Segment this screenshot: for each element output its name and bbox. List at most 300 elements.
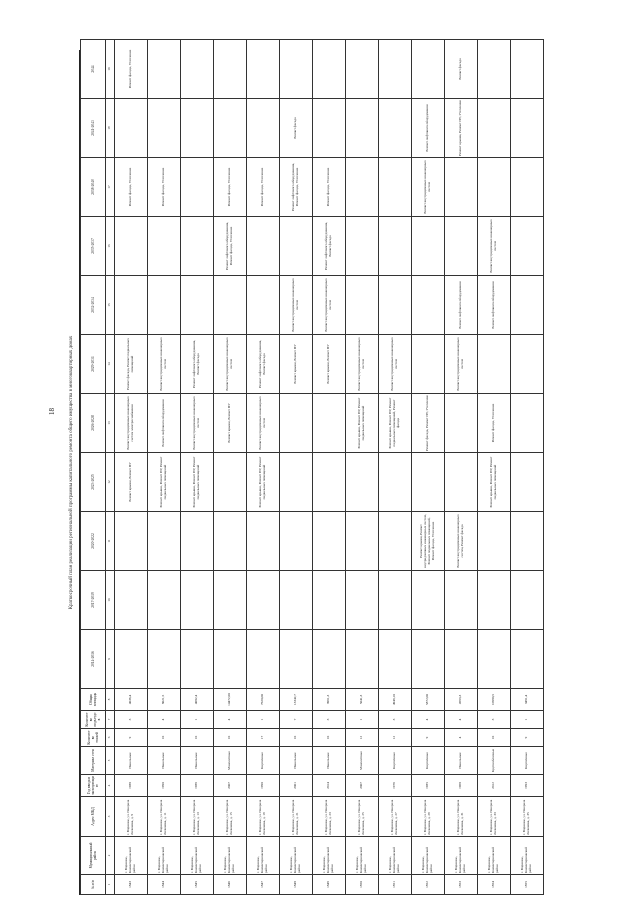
col-district-cell: г. Воронеж, Коминтерновский район xyxy=(379,837,412,875)
col-number-cell: 1855 xyxy=(511,875,544,895)
col-2029-2031-cell xyxy=(511,335,544,394)
col-2026-2028-cell: Ремонт лифтового оборудования xyxy=(148,394,181,453)
table-row xyxy=(379,40,412,895)
col-entrances-cell: 3 xyxy=(379,711,412,729)
col-number-cell: 1844 xyxy=(148,875,181,895)
col-2026-2028-cell xyxy=(280,394,313,453)
col-address-cell: г. Воронеж, ул. Генерала Лизюкова, д. 21 xyxy=(280,797,313,837)
col-2038-2040-cell: Ремонт фасада, Утепление xyxy=(247,158,280,217)
col-entrances-cell: 1 xyxy=(181,711,214,729)
col-2026-2028-cell xyxy=(445,394,478,453)
col-2035-2037-cell xyxy=(280,217,313,276)
col-2023-2025-cell xyxy=(280,453,313,512)
col-area-cell: 4082,4 xyxy=(181,689,214,711)
col-2026-2028-cell: Ремонт внутридомовых инженерных систем xyxy=(181,394,214,453)
col-year-cell: 1993 xyxy=(511,775,544,797)
col-2032-2034-cell xyxy=(247,276,280,335)
col-floors-cell: 12 xyxy=(379,729,412,747)
col-entrances-cell: 3 xyxy=(313,711,346,729)
col-entrances-cell: 3 xyxy=(478,711,511,729)
col-address-cell: г. Воронеж, ул. Генерала Лизюкова, д. 15 xyxy=(214,797,247,837)
col-2014-2016-cell xyxy=(379,630,412,689)
col-district-header: Муниципальный район xyxy=(81,837,106,875)
col-2044-cell xyxy=(511,40,544,99)
col-2023-2025-cell: Ремонт крыши, Ремонт ПУ, Ремонт подвальных помещений xyxy=(247,453,280,512)
col-floors-cell: 10 xyxy=(280,729,313,747)
col-2020-2022-cell xyxy=(511,512,544,571)
col-area-cell: 4036,4 xyxy=(115,689,148,711)
col-district-cell: г. Воронеж, Коминтерновский район xyxy=(280,837,313,875)
col-year-cell: 2007 xyxy=(214,775,247,797)
col-district-cell: г. Воронеж, Коминтерновский район xyxy=(478,837,511,875)
col-2023-2025-cell: Ремонт крыши, Ремонт ПУ, Ремонт подвальных помещений xyxy=(181,453,214,512)
col-2044-cell xyxy=(280,40,313,99)
col-address-cell: г. Воронеж, ул. Генерала Лизюкова, д. 31 xyxy=(445,797,478,837)
rotated-table-container xyxy=(65,50,610,895)
col-number-cell: 1843 xyxy=(115,875,148,895)
col-2026-2028-cell: Ремонт внутридомовых инженерных систем xyxy=(247,394,280,453)
col-2026-2028-cell xyxy=(511,394,544,453)
col-year-header: Год ввода в эксплуатацию xyxy=(81,775,106,797)
page-number: 18 xyxy=(48,408,56,415)
col-material-cell: Панельные xyxy=(115,747,148,775)
col-2032-2034-cell xyxy=(346,276,379,335)
column-number: 15 xyxy=(106,276,115,335)
col-number-cell: 1853 xyxy=(445,875,478,895)
col-2017-2019-cell xyxy=(346,571,379,630)
table-body xyxy=(115,40,544,895)
col-2017-2019-header: 2017-2019 xyxy=(81,571,106,630)
col-year-cell: 1990 xyxy=(148,775,181,797)
table-row xyxy=(511,40,544,895)
col-floors-cell: 10 xyxy=(181,729,214,747)
col-district-cell: г. Воронеж, Коминтерновский район xyxy=(247,837,280,875)
column-number: 6 xyxy=(106,729,115,747)
col-floors-cell: 9 xyxy=(115,729,148,747)
table-row xyxy=(214,40,247,895)
col-2020-2022-cell xyxy=(247,512,280,571)
col-2017-2019-cell xyxy=(313,571,346,630)
col-area-cell: 10990,5 xyxy=(478,689,511,711)
col-floors-cell: 17 xyxy=(247,729,280,747)
col-2026-2028-cell: Ремонт фасада, Утепление xyxy=(478,394,511,453)
col-2029-2031-cell: Ремонт внутридомовых инженерных систем xyxy=(379,335,412,394)
col-2026-2028-cell: Ремонт крыши, Ремонт ПУ, Ремонт подвальных помещений, Ремонт фасада xyxy=(379,394,412,453)
col-2035-2037-cell xyxy=(181,217,214,276)
col-2017-2019-cell xyxy=(478,571,511,630)
col-2014-2016-cell xyxy=(346,630,379,689)
column-number: 19 xyxy=(106,40,115,99)
col-2041-2043-cell: Ремонт лифтового оборудования xyxy=(412,99,445,158)
column-number: 3 xyxy=(106,797,115,837)
col-2044-cell xyxy=(379,40,412,99)
col-2032-2034-cell: Ремонт внутридомовых инженерных систем xyxy=(280,276,313,335)
col-2041-2043-cell xyxy=(313,99,346,158)
program-table xyxy=(80,39,544,895)
col-floors-cell: 10 xyxy=(478,729,511,747)
col-number-cell: 1854 xyxy=(478,875,511,895)
table-row xyxy=(346,40,379,895)
col-2038-2040-cell xyxy=(379,158,412,217)
col-material-cell: Кирпичные xyxy=(379,747,412,775)
col-2029-2031-cell: Ремонт крыши, Ремонт ПУ xyxy=(280,335,313,394)
col-2026-2028-cell: Ремонт крыши, Ремонт ПУ, Ремонт подвальных помещений xyxy=(346,394,379,453)
col-2023-2025-cell xyxy=(412,453,445,512)
col-2020-2022-cell xyxy=(181,512,214,571)
col-number-cell: 1850 xyxy=(346,875,379,895)
col-area-cell: 5041,3 xyxy=(346,689,379,711)
col-2038-2040-cell: Ремонт фасада, Утепление xyxy=(214,158,247,217)
col-address-cell: г. Воронеж, ул. Генерала Лизюкова, д. 13 xyxy=(181,797,214,837)
column-number: 12 xyxy=(106,453,115,512)
col-district-cell: г. Воронеж, Коминтерновский район xyxy=(313,837,346,875)
table-row xyxy=(247,40,280,895)
col-2032-2034-header: 2032-2034 xyxy=(81,276,106,335)
col-2038-2040-cell xyxy=(346,158,379,217)
col-district-cell: г. Воронеж, Коминтерновский район xyxy=(115,837,148,875)
col-2029-2031-cell: Ремонт крыши, Ремонт ПУ xyxy=(313,335,346,394)
col-2020-2022-cell: Ремонт внутридомовых инженерных систем, Ремонт фасада xyxy=(445,512,478,571)
col-year-cell: 1976 xyxy=(379,775,412,797)
col-2017-2019-cell xyxy=(379,571,412,630)
col-2023-2025-cell xyxy=(313,453,346,512)
col-2044-header: 2044 xyxy=(81,40,106,99)
table-row xyxy=(412,40,445,895)
header-row xyxy=(81,40,106,895)
col-number-cell: 1848 xyxy=(280,875,313,895)
table-header xyxy=(81,40,115,895)
col-2029-2031-header: 2029-2031 xyxy=(81,335,106,394)
col-2041-2043-cell xyxy=(214,99,247,158)
col-material-cell: Панельные xyxy=(445,747,478,775)
col-floors-header: Количество этажей xyxy=(81,729,106,747)
col-2020-2022-cell xyxy=(478,512,511,571)
col-2023-2025-cell xyxy=(445,453,478,512)
col-address-cell: г. Воронеж, ул. Генерала Лизюкова, д. 9 xyxy=(115,797,148,837)
col-number-cell: 1851 xyxy=(379,875,412,895)
col-year-cell: 2001 xyxy=(280,775,313,797)
col-2029-2031-cell: Ремонт внутридомовых инженерных систем xyxy=(346,335,379,394)
col-2014-2016-cell xyxy=(148,630,181,689)
column-number: 11 xyxy=(106,512,115,571)
col-2032-2034-cell xyxy=(511,276,544,335)
col-2041-2043-cell xyxy=(148,99,181,158)
col-2041-2043-cell xyxy=(115,99,148,158)
col-year-cell: 1985 xyxy=(412,775,445,797)
col-area-cell: 4946,10 xyxy=(379,689,412,711)
col-2020-2022-header: 2020-2022 xyxy=(81,512,106,571)
col-floors-cell: 4 xyxy=(445,729,478,747)
col-district-cell: г. Воронеж, Коминтерновский район xyxy=(445,837,478,875)
col-entrances-cell: 7 xyxy=(280,711,313,729)
col-2023-2025-cell xyxy=(511,453,544,512)
col-material-cell: Крупноблочные xyxy=(478,747,511,775)
col-2032-2034-cell xyxy=(181,276,214,335)
col-2041-2043-cell xyxy=(247,99,280,158)
col-2014-2016-cell xyxy=(313,630,346,689)
col-year-cell: 1990 xyxy=(247,775,280,797)
col-2023-2025-cell: Ремонт крыши, Ремонт ПУ, Ремонт подвальных помещений xyxy=(148,453,181,512)
col-2035-2037-cell: Ремонт внутридомовых инженерных систем xyxy=(478,217,511,276)
col-2023-2025-header: 2023-2025 xyxy=(81,453,106,512)
col-number-cell: 1849 xyxy=(313,875,346,895)
col-2035-2037-cell xyxy=(412,217,445,276)
col-entrances-cell: 1 xyxy=(247,711,280,729)
column-number-row xyxy=(106,40,115,895)
col-2017-2019-cell xyxy=(148,571,181,630)
column-number: 16 xyxy=(106,217,115,276)
col-2014-2016-cell xyxy=(115,630,148,689)
col-2026-2028-header: 2026-2028 xyxy=(81,394,106,453)
col-material-cell: Монолитные xyxy=(346,747,379,775)
col-number-header: № п/п xyxy=(81,875,106,895)
col-entrances-header: Количество подъездов xyxy=(81,711,106,729)
col-2020-2022-cell xyxy=(148,512,181,571)
col-2035-2037-cell xyxy=(148,217,181,276)
column-number: 18 xyxy=(106,99,115,158)
col-2020-2022-cell xyxy=(115,512,148,571)
column-number: 1 xyxy=(106,875,115,895)
col-2020-2022-cell xyxy=(346,512,379,571)
col-2020-2022-cell xyxy=(214,512,247,571)
column-number: 17 xyxy=(106,158,115,217)
col-2017-2019-cell xyxy=(247,571,280,630)
col-2035-2037-cell xyxy=(247,217,280,276)
col-material-cell: Кирпичные xyxy=(247,747,280,775)
col-area-cell: 3491,4 xyxy=(511,689,544,711)
col-floors-cell: 9 xyxy=(412,729,445,747)
col-area-cell: 3961,3 xyxy=(313,689,346,711)
col-address-cell: г. Воронеж, ул. Генерала Лизюкова, д. 35 xyxy=(511,797,544,837)
col-2038-2040-header: 2038-2040 xyxy=(81,158,106,217)
col-2014-2016-cell xyxy=(280,630,313,689)
col-floors-cell: 10 xyxy=(214,729,247,747)
table-row xyxy=(478,40,511,895)
col-2029-2031-cell: Ремонт внутридомовых инженерных систем xyxy=(148,335,181,394)
col-2032-2034-cell: Ремонт лифтового оборудования xyxy=(445,276,478,335)
col-2032-2034-cell: Ремонт лифтового оборудования xyxy=(478,276,511,335)
col-material-cell: Панельные xyxy=(181,747,214,775)
col-material-cell: Панельные xyxy=(280,747,313,775)
col-2017-2019-cell xyxy=(280,571,313,630)
table-row xyxy=(313,40,346,895)
col-2017-2019-cell xyxy=(445,571,478,630)
col-2023-2025-cell: Ремонт крыши, Ремонт ПУ, Ремонт подвальных помещений xyxy=(478,453,511,512)
col-2026-2028-cell: Ремонт фасада, Ремонт ПУ, Утепление xyxy=(412,394,445,453)
col-2044-cell: Ремонт фасада, Утепление xyxy=(115,40,148,99)
col-2026-2028-cell: Ремонт крыши, Ремонт ПУ xyxy=(214,394,247,453)
col-area-cell: 5872,00 xyxy=(412,689,445,711)
col-2035-2037-cell: Ремонт лифтового оборудования, Ремонт фасада, Утепление xyxy=(214,217,247,276)
col-district-cell: г. Воронеж, Коминтерновский район xyxy=(412,837,445,875)
col-material-cell: Панельные xyxy=(313,747,346,775)
col-2032-2034-cell xyxy=(379,276,412,335)
table-row xyxy=(115,40,148,895)
col-entrances-cell: 3 xyxy=(115,711,148,729)
col-2032-2034-cell: Ремонт внутридомовых инженерных систем xyxy=(313,276,346,335)
col-2014-2016-cell xyxy=(214,630,247,689)
col-area-cell: 7620,00 xyxy=(247,689,280,711)
col-2041-2043-cell: Ремонт крыши, Ремонт ПУ, Утепление xyxy=(445,99,478,158)
col-2020-2022-cell: Ремонт крыши, Ремонт внутридомовых инженерных систем, Ремонт подвальных помещений, Ремонт фасада, Утепление xyxy=(412,512,445,571)
col-entrances-cell: 4 xyxy=(214,711,247,729)
col-area-header: Общая площадь xyxy=(81,689,106,711)
document-title: Краткосрочный план реализации региональной программы капитального ремонта общего имущества в многоквартирных домах xyxy=(65,50,80,895)
col-year-cell: 2014 xyxy=(313,775,346,797)
col-2038-2040-cell: Ремонт фасада, Утепление xyxy=(148,158,181,217)
col-number-cell: 1852 xyxy=(412,875,445,895)
column-number: 4 xyxy=(106,775,115,797)
col-year-cell: 1988 xyxy=(115,775,148,797)
col-2020-2022-cell xyxy=(313,512,346,571)
column-number: 7 xyxy=(106,711,115,729)
col-2014-2016-cell xyxy=(412,630,445,689)
col-2023-2025-cell xyxy=(214,453,247,512)
col-district-cell: г. Воронеж, Коминтерновский район xyxy=(214,837,247,875)
col-2014-2016-cell xyxy=(181,630,214,689)
column-number: 9 xyxy=(106,630,115,689)
col-2032-2034-cell xyxy=(115,276,148,335)
col-2023-2025-cell xyxy=(346,453,379,512)
col-entrances-cell: 1 xyxy=(511,711,544,729)
col-2017-2019-cell xyxy=(412,571,445,630)
col-2044-cell xyxy=(247,40,280,99)
col-2044-cell: Ремонт фасада xyxy=(445,40,478,99)
col-address-cell: г. Воронеж, ул. Генерала Лизюкова, д. 29 xyxy=(412,797,445,837)
col-2041-2043-cell xyxy=(478,99,511,158)
col-number-cell: 1845 xyxy=(181,875,214,895)
col-material-cell: Кирпичные xyxy=(511,747,544,775)
col-year-cell: 1989 xyxy=(181,775,214,797)
col-2029-2031-cell: Ремонт лифтового оборудования, Ремонт фасада xyxy=(247,335,280,394)
col-address-cell: г. Воронеж, ул. Генерала Лизюкова, д. 19 xyxy=(247,797,280,837)
col-floors-cell: 10 xyxy=(313,729,346,747)
col-2014-2016-cell xyxy=(511,630,544,689)
col-2035-2037-header: 2035-2037 xyxy=(81,217,106,276)
col-entrances-cell: 1 xyxy=(346,711,379,729)
column-number: 5 xyxy=(106,747,115,775)
column-number: 13 xyxy=(106,394,115,453)
col-number-cell: 1847 xyxy=(247,875,280,895)
col-2029-2031-cell: Ремонт внутридомовых инженерных систем xyxy=(445,335,478,394)
col-2014-2016-cell xyxy=(247,630,280,689)
col-2038-2040-cell xyxy=(181,158,214,217)
col-2017-2019-cell xyxy=(115,571,148,630)
col-material-cell: Кирпичные xyxy=(412,747,445,775)
col-2029-2031-cell: Ремонт внутридомовых инженерных систем xyxy=(214,335,247,394)
column-number: 2 xyxy=(106,837,115,875)
col-2041-2043-cell xyxy=(346,99,379,158)
table-row xyxy=(148,40,181,895)
col-year-cell: 2012 xyxy=(478,775,511,797)
col-2020-2022-cell xyxy=(280,512,313,571)
col-2044-cell xyxy=(478,40,511,99)
col-area-cell: 14472,00 xyxy=(214,689,247,711)
col-2026-2028-cell: Ремонт внутридомовых инженерных систем электроснабжения xyxy=(115,394,148,453)
col-district-cell: г. Воронеж, Коминтерновский район xyxy=(181,837,214,875)
col-2029-2031-cell xyxy=(478,335,511,394)
col-entrances-cell: 4 xyxy=(412,711,445,729)
table-row xyxy=(445,40,478,895)
col-2044-cell xyxy=(214,40,247,99)
column-number: 10 xyxy=(106,571,115,630)
col-2035-2037-cell xyxy=(346,217,379,276)
col-2014-2016-cell xyxy=(445,630,478,689)
table-row xyxy=(280,40,313,895)
col-district-cell: г. Воронеж, Коминтерновский район xyxy=(346,837,379,875)
col-2029-2031-cell: Ремонт лифтового оборудования, Ремонт фасада xyxy=(181,335,214,394)
col-2038-2040-cell: Ремонт фасада, Утепление xyxy=(115,158,148,217)
col-2044-cell xyxy=(148,40,181,99)
col-2032-2034-cell xyxy=(214,276,247,335)
column-number: 8 xyxy=(106,689,115,711)
col-2035-2037-cell xyxy=(511,217,544,276)
col-2038-2040-cell xyxy=(511,158,544,217)
col-2023-2025-cell xyxy=(379,453,412,512)
col-2044-cell xyxy=(313,40,346,99)
col-2017-2019-cell xyxy=(181,571,214,630)
col-address-cell: г. Воронеж, ул. Генерала Лизюкова, д. 33 xyxy=(478,797,511,837)
table-row xyxy=(181,40,214,895)
col-year-cell: 2007 xyxy=(346,775,379,797)
col-address-cell: г. Воронеж, ул. Генерала Лизюкова, д. 11 xyxy=(148,797,181,837)
col-address-cell: г. Воронеж, ул. Генерала Лизюкова, д. 23 xyxy=(313,797,346,837)
column-number: 14 xyxy=(106,335,115,394)
col-district-cell: г. Воронеж, Коминтерновский район xyxy=(511,837,544,875)
col-address-cell: г. Воронеж, ул. Генерала Лизюкова, д. 27 xyxy=(379,797,412,837)
col-2026-2028-cell xyxy=(313,394,346,453)
col-area-cell: 8021,5 xyxy=(148,689,181,711)
col-2023-2025-cell: Ремонт крыши, Ремонт ПУ xyxy=(115,453,148,512)
col-entrances-cell: 4 xyxy=(148,711,181,729)
col-2038-2040-cell xyxy=(445,158,478,217)
col-2035-2037-cell xyxy=(445,217,478,276)
col-2038-2040-cell: Ремонт внутридомовых инженерных систем xyxy=(412,158,445,217)
col-address-header: Адрес МКД xyxy=(81,797,106,837)
col-2044-cell xyxy=(181,40,214,99)
col-2044-cell xyxy=(412,40,445,99)
col-2038-2040-cell xyxy=(478,158,511,217)
col-2041-2043-cell xyxy=(511,99,544,158)
col-floors-cell: 9 xyxy=(511,729,544,747)
col-material-header: Материал стен xyxy=(81,747,106,775)
col-2035-2037-cell xyxy=(379,217,412,276)
col-2041-2043-cell: Ремонт фасада xyxy=(280,99,313,158)
col-material-cell: Монолитные xyxy=(214,747,247,775)
col-2041-2043-cell xyxy=(181,99,214,158)
col-2017-2019-cell xyxy=(511,571,544,630)
col-floors-cell: 10 xyxy=(148,729,181,747)
col-2035-2037-cell: Ремонт лифтового оборудования, Ремонт фасада xyxy=(313,217,346,276)
col-address-cell: г. Воронеж, ул. Генерала Лизюкова, д. 25 xyxy=(346,797,379,837)
col-2038-2040-cell: Ремонт лифтового оборудования, Ремонт фасада, Утепление xyxy=(280,158,313,217)
col-2035-2037-cell xyxy=(115,217,148,276)
col-2014-2016-header: 2014-2016 xyxy=(81,630,106,689)
col-2041-2043-cell xyxy=(379,99,412,158)
col-2014-2016-cell xyxy=(478,630,511,689)
col-2038-2040-cell: Ремонт фасада, Утепление xyxy=(313,158,346,217)
col-2017-2019-cell xyxy=(214,571,247,630)
col-material-cell: Панельные xyxy=(148,747,181,775)
col-year-cell: 1968 xyxy=(445,775,478,797)
col-2032-2034-cell xyxy=(148,276,181,335)
col-number-cell: 1846 xyxy=(214,875,247,895)
col-area-cell: 13342,7 xyxy=(280,689,313,711)
col-entrances-cell: 4 xyxy=(445,711,478,729)
col-2041-2043-header: 2041-2043 xyxy=(81,99,106,158)
col-2029-2031-cell xyxy=(412,335,445,394)
col-floors-cell: 12 xyxy=(346,729,379,747)
